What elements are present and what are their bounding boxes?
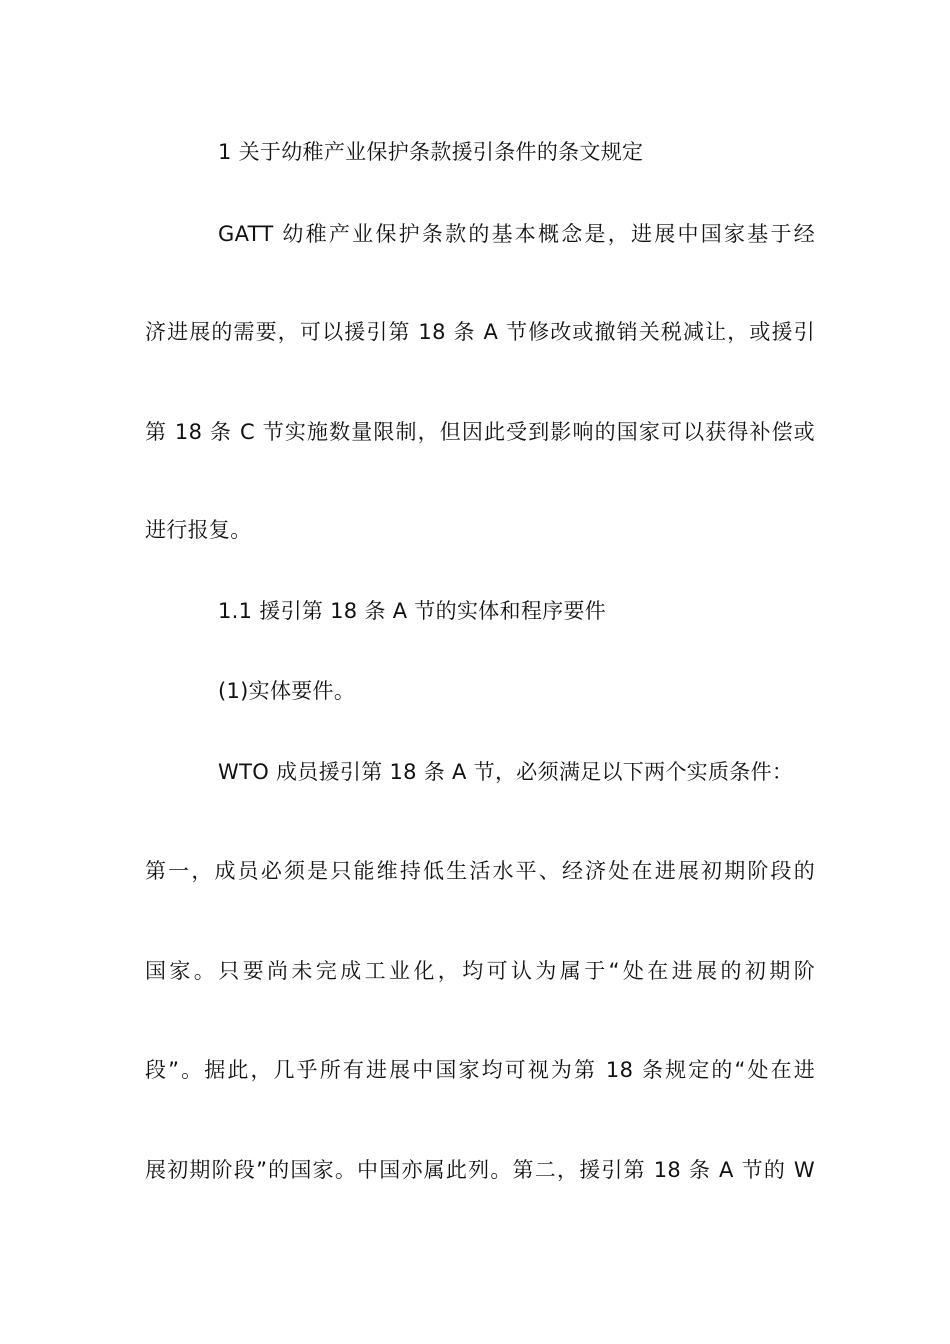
paragraph-line: 第一，成员必须是只能维持低生活水平、经济处在进展初期阶段的: [145, 859, 815, 883]
paragraph-line: WTO 成员援引第 18 条 A 节，必须满足以下两个实质条件：: [218, 760, 794, 784]
paragraph-line: 进行报复。: [145, 518, 252, 542]
paragraph-line: 展初期阶段”的国家。中国亦属此列。第二，援引第 18 条 A 节的 W: [145, 1158, 815, 1182]
paragraph-line: 段”。据此，几乎所有进展中国家均可视为第 18 条规定的“处在进: [145, 1058, 815, 1082]
paragraph-line: 国家。只要尚未完成工业化，均可认为属于“处在进展的初期阶: [145, 959, 815, 983]
paragraph-line: GATT 幼稚产业保护条款的基本概念是，进展中国家基于经: [218, 222, 815, 246]
paragraph-line: 济进展的需要，可以援引第 18 条 A 节修改或撤销关税减让，或援引: [145, 320, 815, 344]
section-heading: 1 关于幼稚产业保护条款援引条件的条文规定: [218, 140, 644, 164]
list-item-heading: (1)实体要件。: [218, 679, 356, 703]
subsection-heading: 1.1 援引第 18 条 A 节的实体和程序要件: [218, 599, 607, 623]
paragraph-line: 第 18 条 C 节实施数量限制，但因此受到影响的国家可以获得补偿或: [145, 420, 815, 444]
